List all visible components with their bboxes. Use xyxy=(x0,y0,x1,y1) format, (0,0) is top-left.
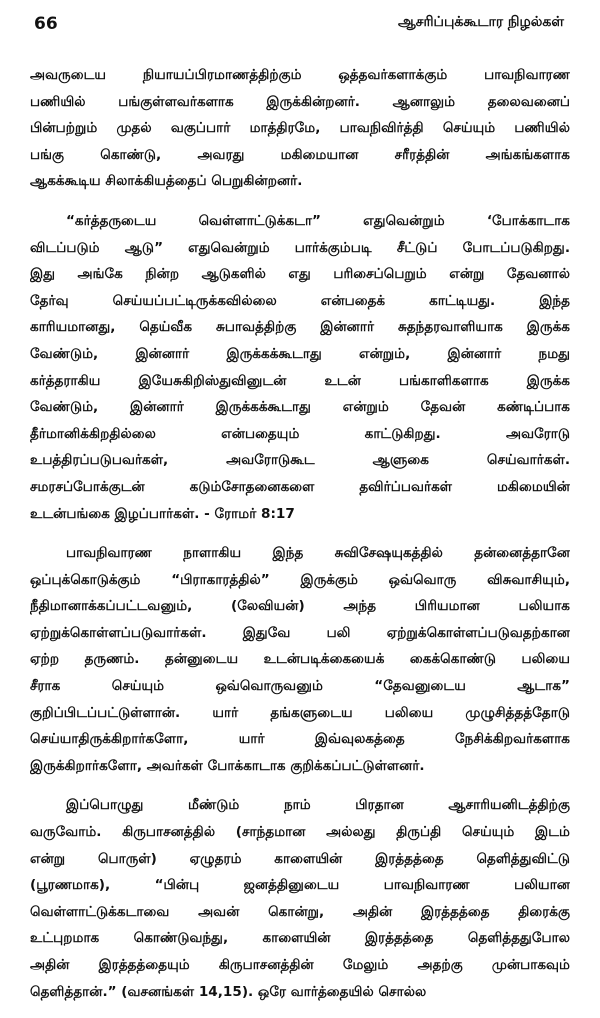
text-line: செய்யாதிருக்கிறார்களோ, யார் இவ்வுலகத்தை நேசிக்கிறவர்களாக xyxy=(30,731,570,748)
text-line: விடப்படும் ஆடு” எதுவென்றும் பார்க்கும்படி சீட்டுப் போடப்படுகிறது. xyxy=(30,239,570,256)
text-line: இப்பொழுது மீண்டும் நாம் பிரதான ஆசாரியனிடத்திற்கு xyxy=(66,797,570,814)
text-line: உடன்பங்கை இழப்பார்கள். - ரோமர் 8:17 xyxy=(30,505,295,522)
text-line: வெள்ளாட்டுக்கடாவை அவன் கொன்று, அதின் இரத்தத்தை திரைக்கு xyxy=(30,903,570,920)
text-line: உபத்திரப்படுபவர்கள், அவரோடுகூட ஆளுகை செய்வார்கள். xyxy=(30,452,570,469)
paragraph xyxy=(30,792,570,1005)
text-line: வேண்டும், இன்னார் இருக்கக்கூடாது என்றும் தேவன் கண்டிப்பாக xyxy=(30,399,570,416)
paragraph xyxy=(30,208,570,527)
text-line: (பூரணமாக), “பின்பு ஜனத்தினுடைய பாவநிவாரண பலியான xyxy=(30,877,570,894)
text-line: வருவோம். கிருபாசனத்தில் (சாந்தமான அல்லது திருப்தி செய்யும் இடம் xyxy=(30,824,570,841)
text-line: இருக்கிறார்களோ, அவர்கள் போக்காடாக குறிக்கப்பட்டுள்ளனர். xyxy=(30,757,425,774)
text-line: ஆகக்கூடிய சிலாக்கியத்தைப் பெறுகின்றனர். xyxy=(30,173,303,190)
text-line: உட்புறமாக கொண்டுவந்து, காளையின் இரத்தத்தை தெளித்ததுபோல xyxy=(30,930,570,947)
text-line: சீராக செய்யும் ஒவ்வொருவனும் “தேவனுடைய ஆடாக” xyxy=(30,678,570,695)
text-line: அதின் இரத்தத்தையும் கிருபாசனத்தின் மேலும் அதற்கு முன்பாகவும் xyxy=(30,957,570,973)
text-line: பங்கு கொண்டு, அவரது மகிமையான சரீரத்தின் அங்கங்களாக xyxy=(30,146,570,163)
text-line: கர்த்தராகிய இயேசுகிறிஸ்துவினுடன் உடன் பங்காளிகளாக இருக்க xyxy=(30,372,570,389)
text-line: பின்பற்றும் முதல் வகுப்பார் மாத்திரமே, பாவநிவிர்த்தி செய்யும் பணியில் xyxy=(30,120,570,137)
text-line: ஏற்றுக்கொள்ளப்படுவார்கள். இதுவே பலி ஏற்றுக்கொள்ளப்படுவதற்கான xyxy=(30,624,570,641)
text-line: வேண்டும், இன்னார் இருக்கக்கூடாது என்றும், இன்னார் நமது xyxy=(30,345,570,362)
text-line: ஏற்ற தருணம். தன்னுடைய உடன்படிக்கையைக் கைக்கொண்டு பலியை xyxy=(30,651,570,668)
text-line: நீதிமானாக்கப்பட்டவனும், (லேவியன்) அந்த பிரியமான பலியாக xyxy=(30,598,570,615)
text-line: அவருடைய நியாயப்பிரமாணத்திற்கும் ஒத்தவர்களாக்கும் பாவநிவாரண xyxy=(30,67,570,83)
text-line: சமரசப்போக்குடன் கடும்சோதனைகளை தவிர்ப்பவர்கள் மகிமையின் xyxy=(30,478,570,495)
page-header xyxy=(0,14,600,40)
body-text xyxy=(30,62,570,1018)
text-line: தேர்வு செய்யப்பட்டிருக்கவில்லை என்பதைக் காட்டியது. இந்த xyxy=(30,292,570,309)
paragraph xyxy=(30,540,570,779)
text-line: இது அங்கே நின்ற ஆடுகளில் எது பரிசைப்பெறும் என்று தேவனால் xyxy=(30,266,570,283)
text-line: தீர்மானிக்கிறதில்லை என்பதையும் காட்டுகிறது. அவரோடு xyxy=(30,425,570,442)
text-line: என்று பொருள்) ஏழுதரம் காளையின் இரத்தத்தை தெளித்துவிட்டு xyxy=(30,850,570,867)
text-line: குறிப்பிடப்பட்டுள்ளான். யார் தங்களுடைய பலியை முழுசித்தத்தோடு xyxy=(30,704,570,721)
text-line: பாவநிவாரண நாளாகிய இந்த சுவிசேஷயுகத்தில் தன்னைத்தானே xyxy=(66,545,570,562)
text-line: காரியமானது, தெய்வீக சுபாவத்திற்கு இன்னார் சுதந்தரவாளியாக இருக்க xyxy=(30,319,570,336)
text-line: தெளித்தான்.” (வசனங்கள் 14,15). ஒரே வார்த்தையில் சொல்ல xyxy=(30,983,427,1000)
page-number: 66 xyxy=(34,14,58,34)
text-line: பணியில் பங்குள்ளவர்களாக இருக்கின்றனர். ஆனாலும் தலைவனைப் xyxy=(30,93,570,110)
text-line: “கர்த்தருடைய வெள்ளாட்டுக்கடா” எதுவென்றும் ‘போக்காடாக xyxy=(66,212,570,229)
text-line: ஒப்புக்கொடுக்கும் “பிராகாரத்தில்” இருக்கும் ஒவ்வொரு விசுவாசியும், xyxy=(30,571,570,588)
running-title: ஆசரிப்புக்கூடார நிழல்கள் xyxy=(398,14,564,30)
paragraph xyxy=(30,62,570,195)
